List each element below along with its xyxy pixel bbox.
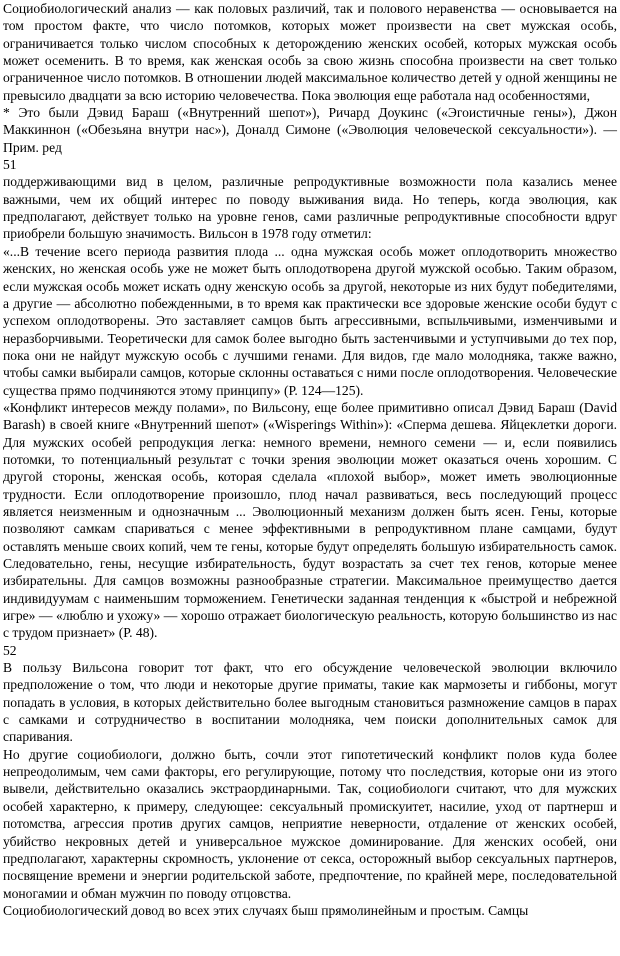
paragraph-wilson-favor: В пользу Вильсона говорит тот факт, что его обсуждение человеческой эволюции включило предположение о том, что люди и некоторые другие приматы, такие как мармозеты и гиббоны, могут попадать в условия, в которых действительно более выгодным становиться размножение самцов в парах с самками и сотрудничество в воспитании молодняка, чем поиски дополнительных самок для спаривания. [3, 660, 617, 745]
quote-barash: «Конфликт интересов между полами», по Вильсону, еще более примитивно описал Дэвид Бараш (David Barash) в своей книге «Внутренний шепот» («Wisperings Within»): «Сперма дешева. Яйцеклетки дороги. Для мужских особей репродукция легка: немного времени, немного семени — и, если появились потомки, то потенциальный результат с точки зрения эволюции может оказаться очень хорошим. С другой стороны, женская особь, которая сделала «плохой выбор», может иметь эволюционные трудности. Если оплодотворение произошло, плод начал развиваться, весь последующий процесс является неизменным и однозначным ... Эволюционный механизм должен быть ясен. Гены, которые позволяют самкам спариваться с менее эффективными в репродуктивном плане самцами, будут оставлять меньше своих копий, чем те гены, которые будут определять большую избирательность самок. Следовательно, гены, несущие избирательность, будут возрастать за счет тех генов, которые менее избирательны. Для самцов возможны разнообразные стратегии. Максимальное преимущество дается индивидуумам с наименьшим торможением. Генетически заданная тенденция к «быстрой и небрежной игре» — «люблю и ухожу» — хорошо отражает биологическую реальность, которую большинство из нас с трудом признает» (Р. 48). [3, 399, 617, 641]
page-number-51: 51 [3, 157, 17, 173]
paragraph-other-sociobiologists: Но другие социобиологи, должно быть, сочли этот гипотетический конфликт полов куда более непреодолимым, чем сами факторы, его регулирующие, потому что последствия, которые они из этого вывели, действительно оказались экстраординарными. Так, социобиологи считают, что для мужских особей характерно, к примеру, следующее: сексуальный промискуитет, насилие, уход от партнерш и потомства, агрессия против других самцов, неприятие неверности, отдаление от женских особей, убийство некровных детей и универсальное мужское доминирование. Для женских особей, они предполагают, характерны скромность, уклонение от секса, осторожный выбор сексуальных партнеров, посвящение времени и энергии родительской заботе, предпочтение, по крайней мере, последовательной моногамии и обман мужчин по поводу отцовства. [3, 746, 617, 901]
page-number-52: 52 [3, 642, 17, 658]
footnote: * Это были Дэвид Бараш («Внутренний шепот»), Ричард Доукинс («Эгоистичные гены»), Джон Маккиннон («Обезьяна внутри нас»), Доналд Симоне («Эволюция человеческой сексуальности»). — Прим. ред [3, 105, 617, 155]
paragraph-intro: Социобиологический анализ — как половых различий, так и полового неравенства — основывается на том простом факте, что число потомков, которых может произвести на свет мужская особь, ограничивается только числом способных к деторождению женских особей, которых мужская особь может осеменить. В то время, как женская особь за свою жизнь способна произвести на свет только ограниченное число потомков. В отношении людей максимальное количество детей у одной женщины не превысило двадцати за всю историю человечества. Пока эволюция еще работала над особенностями, [3, 1, 617, 103]
paragraph-continuation: поддерживающими вид в целом, различные репродуктивные возможности пола казались менее важными, чем их общий интерес по поводу выживания вида. Но теперь, когда эволюция, как предполагают, действует только на уровне генов, сами различные репродуктивные способности вдруг приобрели большую значимость. Вильсон в 1978 году отметил: [3, 174, 617, 242]
paragraph-argument: Социобиологический довод во всех этих случаях быш прямолинейным и простым. Самцы [3, 902, 529, 918]
quote-wilson: «...В течение всего периода развития плода ... одна мужская особь может оплодотворить множество женских, но женская особь уже не может быть оплодотворена другой мужской особью. Таким образом, если мужская особь может искать одну женскую особь за другой, некоторые из них будут победителями, а другие — абсолютно побежденными, в то время как практически все здоровые женские особи будут с успехом оплодотворены. Это заставляет самцов быть агрессивными, вспыльчивыми, изменчивыми и неразборчивыми. Теоретически для самок более выгодно быть застенчивыми и уступчивыми до тех пор, пока они не найдут мужскую особь с лучшими генами. Для видов, где мало молодняка, также важно, чтобы самки выбирали самцов, которые склонны оставаться с ними после оплодотворения. Человеческие существа прямо подчиняются этому принципу» (Р. 124—125). [3, 243, 617, 398]
